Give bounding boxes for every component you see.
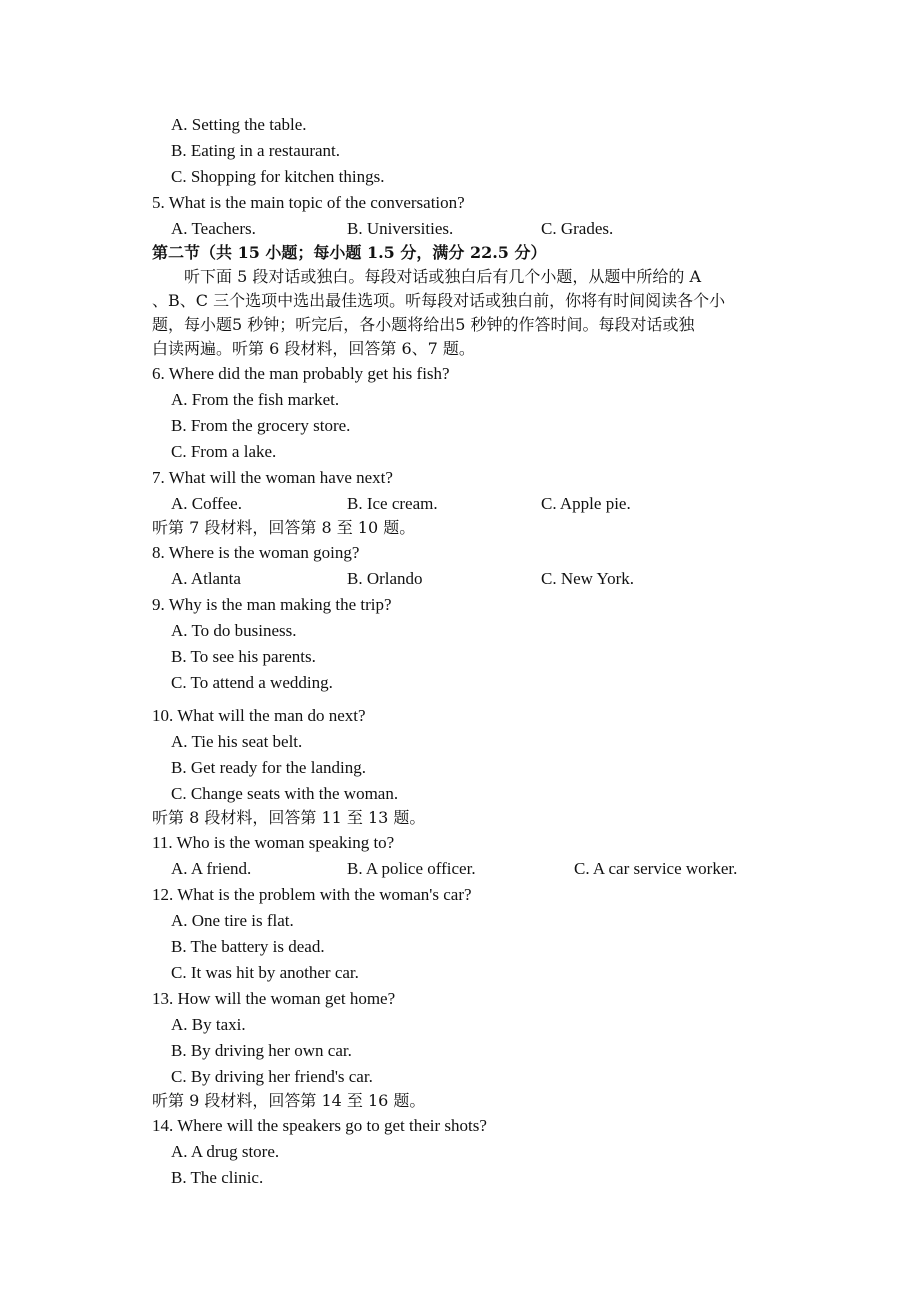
q4-option-a: A. Setting the table. [171,115,307,134]
q8-option-a: A. Atlanta [171,569,241,588]
section2-instructions-line4: 白读两遍。听第 6 段材料，回答第 6、7 题。 [152,339,475,358]
q14-question: 14. Where will the speakers go to get their shots? [152,1116,487,1135]
passage8-intro: 听第 8 段材料，回答第 11 至 13 题。 [152,808,426,827]
q11-option-c: C. A car service worker. [574,859,738,878]
q10-option-a: A. Tie his seat belt. [171,732,303,751]
q9-option-b: B. To see his parents. [171,647,316,666]
q12-option-c: C. It was hit by another car. [171,963,359,982]
q13-option-c: C. By driving her friend's car. [171,1067,373,1086]
q11-option-a: A. A friend. [171,859,252,878]
q4-option-b: B. Eating in a restaurant. [171,141,341,160]
q5-option-c: C. Grades. [541,219,614,238]
q13-option-b: B. By driving her own car. [171,1041,352,1060]
q6-question: 6. Where did the man probably get his fish? [152,364,450,383]
section2-instructions-line3: 题，每小题5 秒钟；听完后，各小题将给出5 秒钟的作答时间。每段对话或独 [152,315,695,334]
section2-instructions-line1: 听下面 5 段对话或独白。每段对话或独白后有几个小题，从题中所给的 A [152,267,701,286]
q7-option-c: C. Apple pie. [541,494,631,513]
q11-question: 11. Who is the woman speaking to? [152,833,395,852]
q9-option-c: C. To attend a wedding. [171,673,333,692]
q11-option-b: B. A police officer. [347,859,476,878]
q6-option-c: C. From a lake. [171,442,277,461]
q8-option-b: B. Orlando [347,569,423,588]
q4-option-c: C. Shopping for kitchen things. [171,167,385,186]
q6-option-a: A. From the fish market. [171,390,340,409]
q5-option-a: A. Teachers. [171,219,256,238]
q10-option-c: C. Change seats with the woman. [171,784,399,803]
section2-heading: 第二节（共 15 小题；每小题 1.5 分，满分 22.5 分） [152,243,547,262]
q8-question: 8. Where is the woman going? [152,543,360,562]
q9-option-a: A. To do business. [171,621,297,640]
q14-option-b: B. The clinic. [171,1168,264,1187]
q12-question: 12. What is the problem with the woman's car? [152,885,472,904]
q10-option-b: B. Get ready for the landing. [171,758,366,777]
q7-option-a: A. Coffee. [171,494,242,513]
q8-option-c: C. New York. [541,569,635,588]
q5-option-b: B. Universities. [347,219,454,238]
q13-option-a: A. By taxi. [171,1015,246,1034]
passage7-intro: 听第 7 段材料，回答第 8 至 10 题。 [152,518,416,537]
q14-option-a: A. A drug store. [171,1142,280,1161]
q7-option-b: B. Ice cream. [347,494,438,513]
q12-option-a: A. One tire is flat. [171,911,294,930]
q6-option-b: B. From the grocery store. [171,416,351,435]
q13-question: 13. How will the woman get home? [152,989,396,1008]
q5-question: 5. What is the main topic of the conversation? [152,193,465,212]
q7-question: 7. What will the woman have next? [152,468,393,487]
section2-instructions-line2: 、B、C 三个选项中选出最佳选项。听每段对话或独白前，你将有时间阅读各个小 [152,291,726,310]
q9-question: 9. Why is the man making the trip? [152,595,392,614]
q12-option-b: B. The battery is dead. [171,937,325,956]
q10-question: 10. What will the man do next? [152,706,366,725]
passage9-intro: 听第 9 段材料，回答第 14 至 16 题。 [152,1091,426,1110]
